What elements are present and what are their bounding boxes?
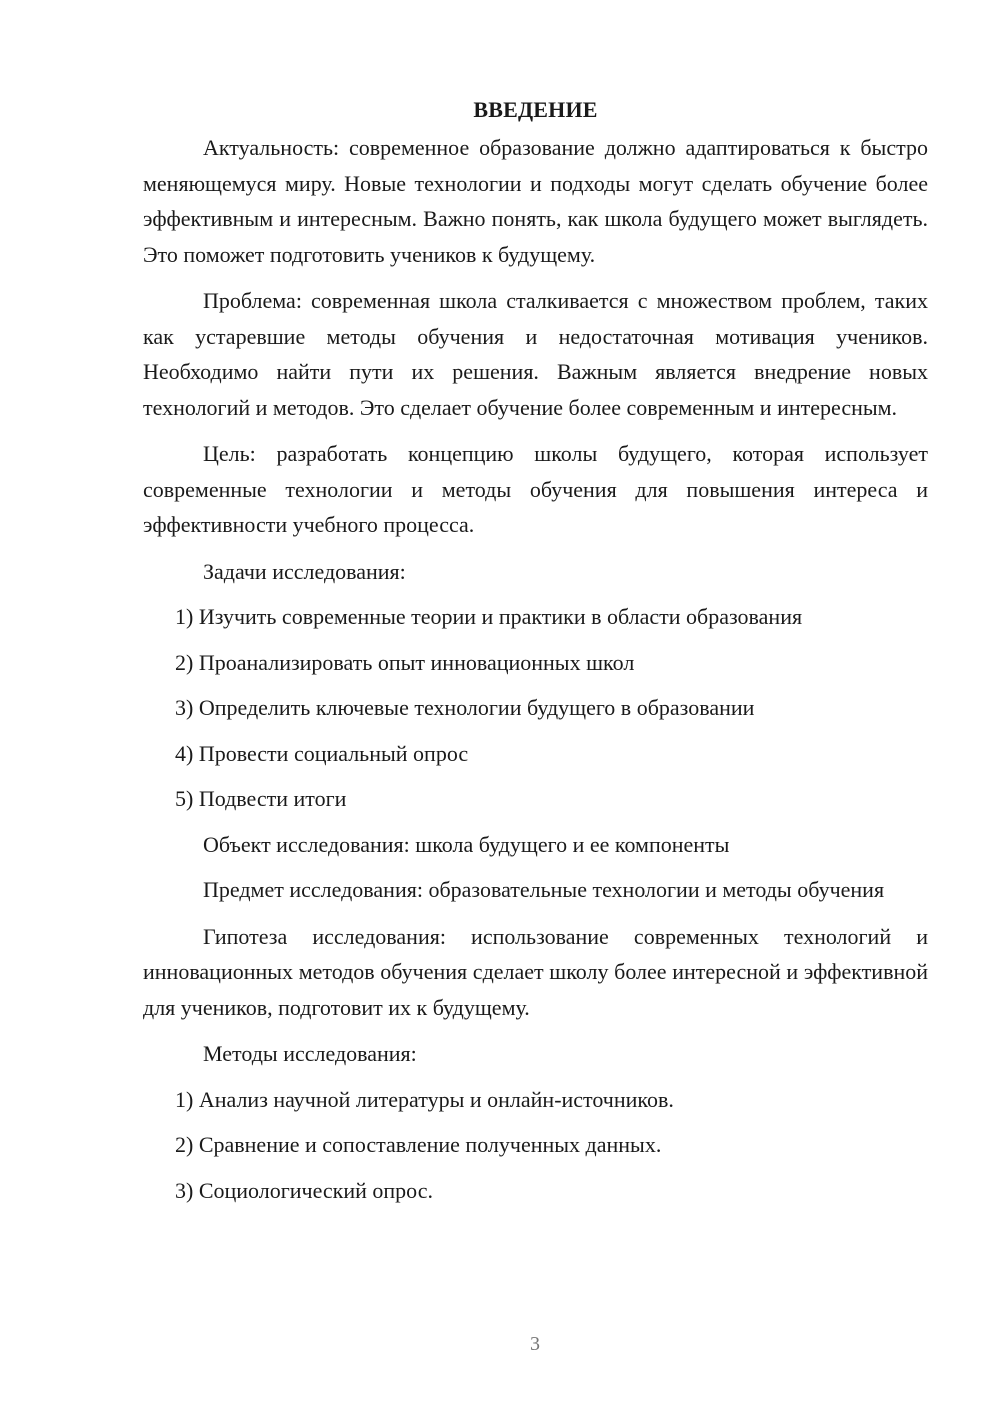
- hypothesis-paragraph: Гипотеза исследования: использование современных технологий и инновационных методов обучения сделает школу более интересной и эффективной для учеников, подготовит их к будущему.: [143, 923, 928, 1020]
- tasks-heading: Задачи исследования:: [203, 558, 406, 584]
- document-page: [143, 92, 928, 1218]
- object-paragraph: Объект исследования: школа будущего и ее компоненты: [203, 831, 730, 857]
- relevance-paragraph: Актуальность: современное образование должно адаптироваться к быстро меняющемуся миру. Новые технологии и подходы могут сделать обучение более эффективным и интересным. Важно понять, как школа будущего может выглядеть. Это поможет подготовить учеников к будущему.: [143, 135, 928, 267]
- task-item: 4) Провести социальный опрос: [175, 740, 469, 766]
- subject-paragraph: Предмет исследования: образовательные технологии и методы обучения: [203, 877, 885, 902]
- task-item: 3) Определить ключевые технологии будущего в образовании: [175, 695, 755, 720]
- method-item: 2) Сравнение и сопоставление полученных данных.: [175, 1132, 662, 1157]
- page-number: 3: [530, 1333, 540, 1355]
- method-item: 1) Анализ научной литературы и онлайн-источников.: [175, 1086, 674, 1112]
- task-item: 2) Проанализировать опыт инновационных школ: [175, 649, 635, 675]
- problem-paragraph: Проблема: современная школа сталкивается с множеством проблем, таких как устаревшие методы обучения и недостаточная мотивация учеников. Необходимо найти пути их решения. Важным является внедрение новых технологий и методов. Это сделает обучение более современным и интересным.: [143, 288, 928, 420]
- task-item: 1) Изучить современные теории и практики в области образования: [175, 604, 803, 629]
- goal-paragraph: Цель: разработать концепцию школы будущего, которая использует современные технологии и методы обучения для повышения интереса и эффективности учебного процесса.: [143, 441, 928, 537]
- methods-heading: Методы исследования:: [203, 1041, 417, 1066]
- section-title: ВВЕДЕНИЕ: [473, 97, 598, 122]
- task-item: 5) Подвести итоги: [175, 786, 347, 811]
- method-item: 3) Социологический опрос.: [175, 1177, 433, 1203]
